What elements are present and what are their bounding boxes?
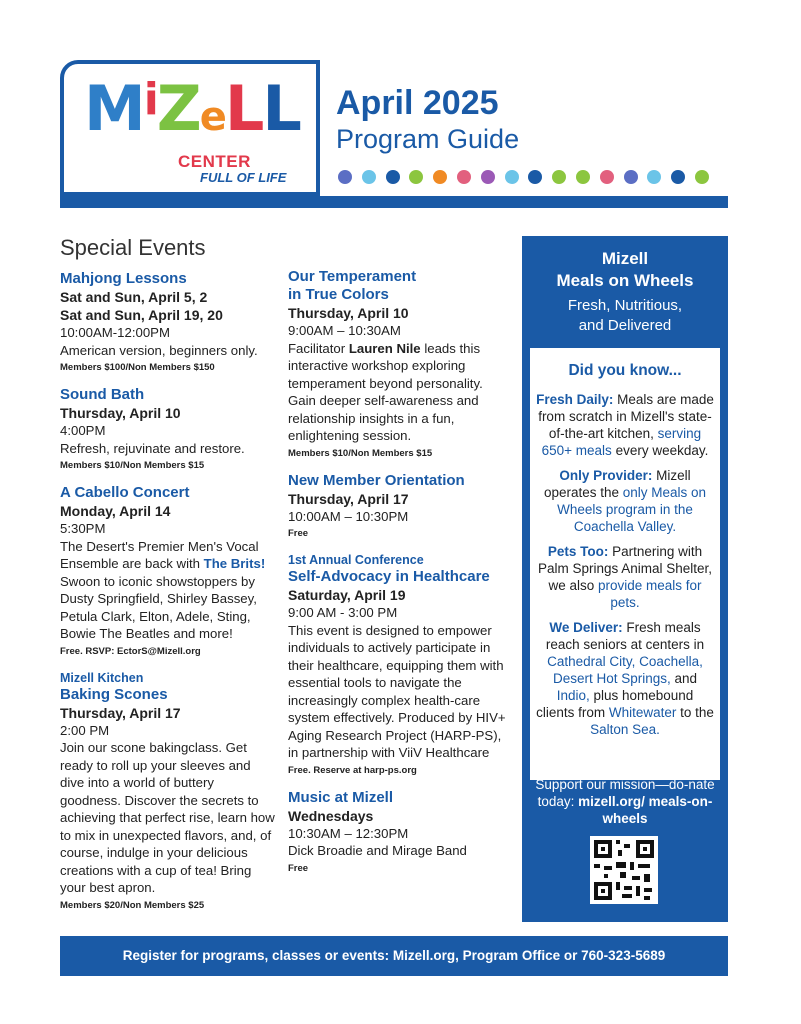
event-date: Thursday, April 10: [288, 305, 409, 321]
event-title: Sound Bath: [60, 386, 145, 403]
fact-link: serving 650+ meals: [541, 426, 702, 458]
decorative-dot: [362, 170, 376, 184]
fact-pets-too: [530, 543, 720, 611]
event-title: Baking Scones: [60, 685, 168, 703]
event-time: 4:00PM: [60, 423, 106, 438]
decorative-dot: [338, 170, 352, 184]
fact-we-deliver: [530, 619, 720, 738]
decorative-dot: [409, 170, 423, 184]
event-price: Members $10/Non Members $15: [60, 460, 205, 471]
event-description: Join our scone bakingclass. Get ready to roll up your sleeves and dive into a world of buttery goodness. Discover the secrets to achieving that perfect rise, learn how to mix in unexpected flavors, and, of course, indulge in your delicious creations with a cup of tea! Bring your best apron.: [60, 740, 275, 895]
event-kicker: Mizell Kitchen: [60, 670, 144, 685]
desc-text: Facilitator: [288, 340, 349, 356]
meals-on-wheels-panel: [522, 236, 728, 922]
event-date: Sat and Sun, April 19, 20: [60, 307, 223, 323]
fact-text: plus homebound clients from: [536, 688, 694, 720]
event-time: 9:00 AM - 3:00 PM: [288, 605, 398, 620]
event-description: [288, 340, 510, 445]
fact-text: and: [670, 671, 698, 686]
fact-text: every weekday.: [611, 443, 709, 458]
section-title: Special Events: [60, 235, 206, 260]
page-subtitle: Program Guide: [336, 124, 520, 154]
panel-subtitle-line: and Delivered: [578, 317, 672, 334]
facilitator-name: Lauren Nile: [348, 340, 421, 356]
decorative-dot: [552, 170, 566, 184]
event-price: Members $10/Non Members $15: [288, 447, 433, 459]
logo-tagline: FULL OF LIFE: [200, 170, 287, 185]
event-conference: [288, 552, 510, 779]
event-orientation: [288, 472, 510, 543]
event-description: This event is designed to empower individuals to actively participate in their healthcare, equipping them with essential tools to navigate the increasingly complex health-care system effectively. Produced by HIV+ Aging Research Project (HARP-PS), in partnership with ViiV Healthcare: [288, 622, 506, 760]
fact-text: Partnering with Palm Springs Animal Shelter, we also: [537, 544, 713, 593]
desc-text: leads this interactive workshop exploring temperament beyond personality. Gain deeper self-awareness and relationship insights in a fun, enlightening session.: [288, 340, 483, 443]
panel-title: [522, 248, 728, 292]
decorative-dot: [433, 170, 447, 184]
event-description: Refresh, rejuvinate and restore.: [60, 440, 245, 456]
highlight-text: The Brits!: [203, 556, 266, 571]
logo-letter: M: [84, 72, 144, 145]
fact-link: provide meals for pets.: [597, 578, 702, 610]
decorative-dot: [528, 170, 542, 184]
fact-label: We Deliver:: [549, 620, 623, 635]
events-column-1: [60, 236, 275, 924]
logo: [84, 72, 300, 145]
event-music: [288, 789, 510, 877]
logo-center-text: CENTER: [178, 152, 251, 171]
event-title: Music at Mizell: [288, 788, 394, 806]
event-date: Saturday, April 19: [288, 587, 406, 603]
support-prefix: Support our mission—do-nate today:: [535, 777, 715, 809]
desc-text: The Desert's Premier Men's Vocal Ensemble are back with: [60, 538, 259, 571]
event-time: 2:00 PM: [60, 722, 110, 738]
donate-link[interactable]: mizell.org/ meals-on-wheels: [578, 794, 713, 826]
qr-code-icon[interactable]: [590, 836, 658, 904]
did-you-know-box: [530, 348, 720, 780]
event-time: 9:00AM – 10:30AM: [288, 323, 401, 338]
logo-letter: i: [143, 74, 157, 125]
event-title: Mahjong Lessons: [60, 270, 187, 287]
support-text: [530, 776, 720, 827]
header-rule: [60, 196, 728, 208]
panel-title-line: Meals on Wheels: [556, 271, 694, 290]
event-time: 10:00AM – 10:30PM: [288, 508, 409, 524]
event-description: [60, 538, 275, 643]
decorative-dot: [624, 170, 638, 184]
event-time: 10:00AM-12:00PM: [60, 325, 170, 340]
fact-label: Only Provider:: [559, 468, 653, 483]
decorative-dot: [600, 170, 614, 184]
event-title: New Member Orientation: [288, 471, 465, 489]
fact-link: Salton Sea.: [590, 722, 660, 737]
event-time: 10:30AM – 12:30PM: [288, 825, 409, 841]
event-baking-scones: [60, 670, 275, 914]
fact-link: Cathedral City, Coachella, Desert Hot Springs,: [547, 654, 703, 686]
event-cabello-concert: [60, 484, 275, 660]
event-description: American version, beginners only.: [60, 342, 258, 358]
event-title: in True Colors: [288, 286, 389, 303]
fact-label: Fresh Daily:: [536, 392, 614, 407]
decorative-dot: [576, 170, 590, 184]
decorative-dot: [695, 170, 709, 184]
panel-title-line: Mizell: [601, 249, 649, 268]
decorative-dot: [505, 170, 519, 184]
decorative-dots: [338, 170, 709, 184]
event-price: Free. RSVP: EctorS@Mizell.org: [60, 645, 201, 657]
event-description: Dick Broadie and Mirage Band: [288, 843, 467, 858]
fact-label: Pets Too:: [547, 544, 609, 559]
fact-link: only Meals on Wheels program in the Coachella Valley.: [557, 485, 707, 534]
event-price: Free. Reserve at harp-ps.org: [288, 764, 417, 776]
decorative-dot: [481, 170, 495, 184]
event-date: Thursday, April 17: [60, 704, 181, 721]
did-you-know-heading: Did you know...: [568, 362, 682, 379]
fact-link: Indio,: [556, 688, 590, 703]
decorative-dot: [457, 170, 471, 184]
event-date: Wednesdays: [288, 807, 374, 824]
event-title: Our Temperament: [288, 268, 417, 285]
events-column-2: [288, 268, 510, 887]
event-date: Thursday, April 17: [288, 490, 409, 507]
event-price: Members $100/Non Members $150: [60, 362, 215, 373]
event-price: Free: [288, 528, 309, 539]
event-temperament: [288, 268, 510, 462]
logo-letter: L: [262, 72, 300, 145]
decorative-dot: [647, 170, 661, 184]
event-date: Sat and Sun, April 5, 2: [60, 289, 208, 305]
panel-subtitle: [522, 296, 728, 336]
desc-text: Swoon to iconic showstoppers by Dusty Springfield, Shirley Bassey, Petula Clark, Elton, Adele, Sting, Bowie The Beatles and more!: [60, 573, 257, 641]
decorative-dot: [671, 170, 685, 184]
logo-letter: Z: [156, 72, 200, 145]
fact-text: Meals are made from scratch in Mizell's state-of-the-art kitchen,: [538, 392, 714, 441]
logo-letter: e: [199, 94, 225, 140]
event-price: Free: [288, 862, 309, 874]
panel-subtitle-line: Fresh, Nutritious,: [567, 297, 683, 314]
footer-banner: Register for programs, classes or events: Mizell.org, Program Office or 760-323-5689: [60, 936, 728, 976]
event-title: A Cabello Concert: [60, 484, 190, 501]
decorative-dot: [386, 170, 400, 184]
logo-letter: L: [224, 72, 263, 145]
event-sound-bath: [60, 386, 275, 474]
event-title: Self-Advocacy in Healthcare: [288, 568, 490, 585]
fact-link: Whitewater: [608, 705, 677, 720]
page-title: April 2025: [336, 84, 499, 122]
event-date: Monday, April 14: [60, 503, 171, 519]
fact-only-provider: [530, 467, 720, 535]
event-price: Members $20/Non Members $25: [60, 899, 205, 911]
fact-text: to the: [676, 705, 714, 720]
fact-text: Fresh meals reach seniors at centers in: [545, 620, 705, 652]
fact-fresh-daily: [530, 391, 720, 459]
event-time: 5:30PM: [60, 521, 106, 536]
event-date: Thursday, April 10: [60, 405, 181, 421]
event-kicker: 1st Annual Conference: [288, 553, 424, 567]
fact-text: Mizell operates the: [543, 468, 691, 500]
event-mahjong: [60, 270, 275, 376]
